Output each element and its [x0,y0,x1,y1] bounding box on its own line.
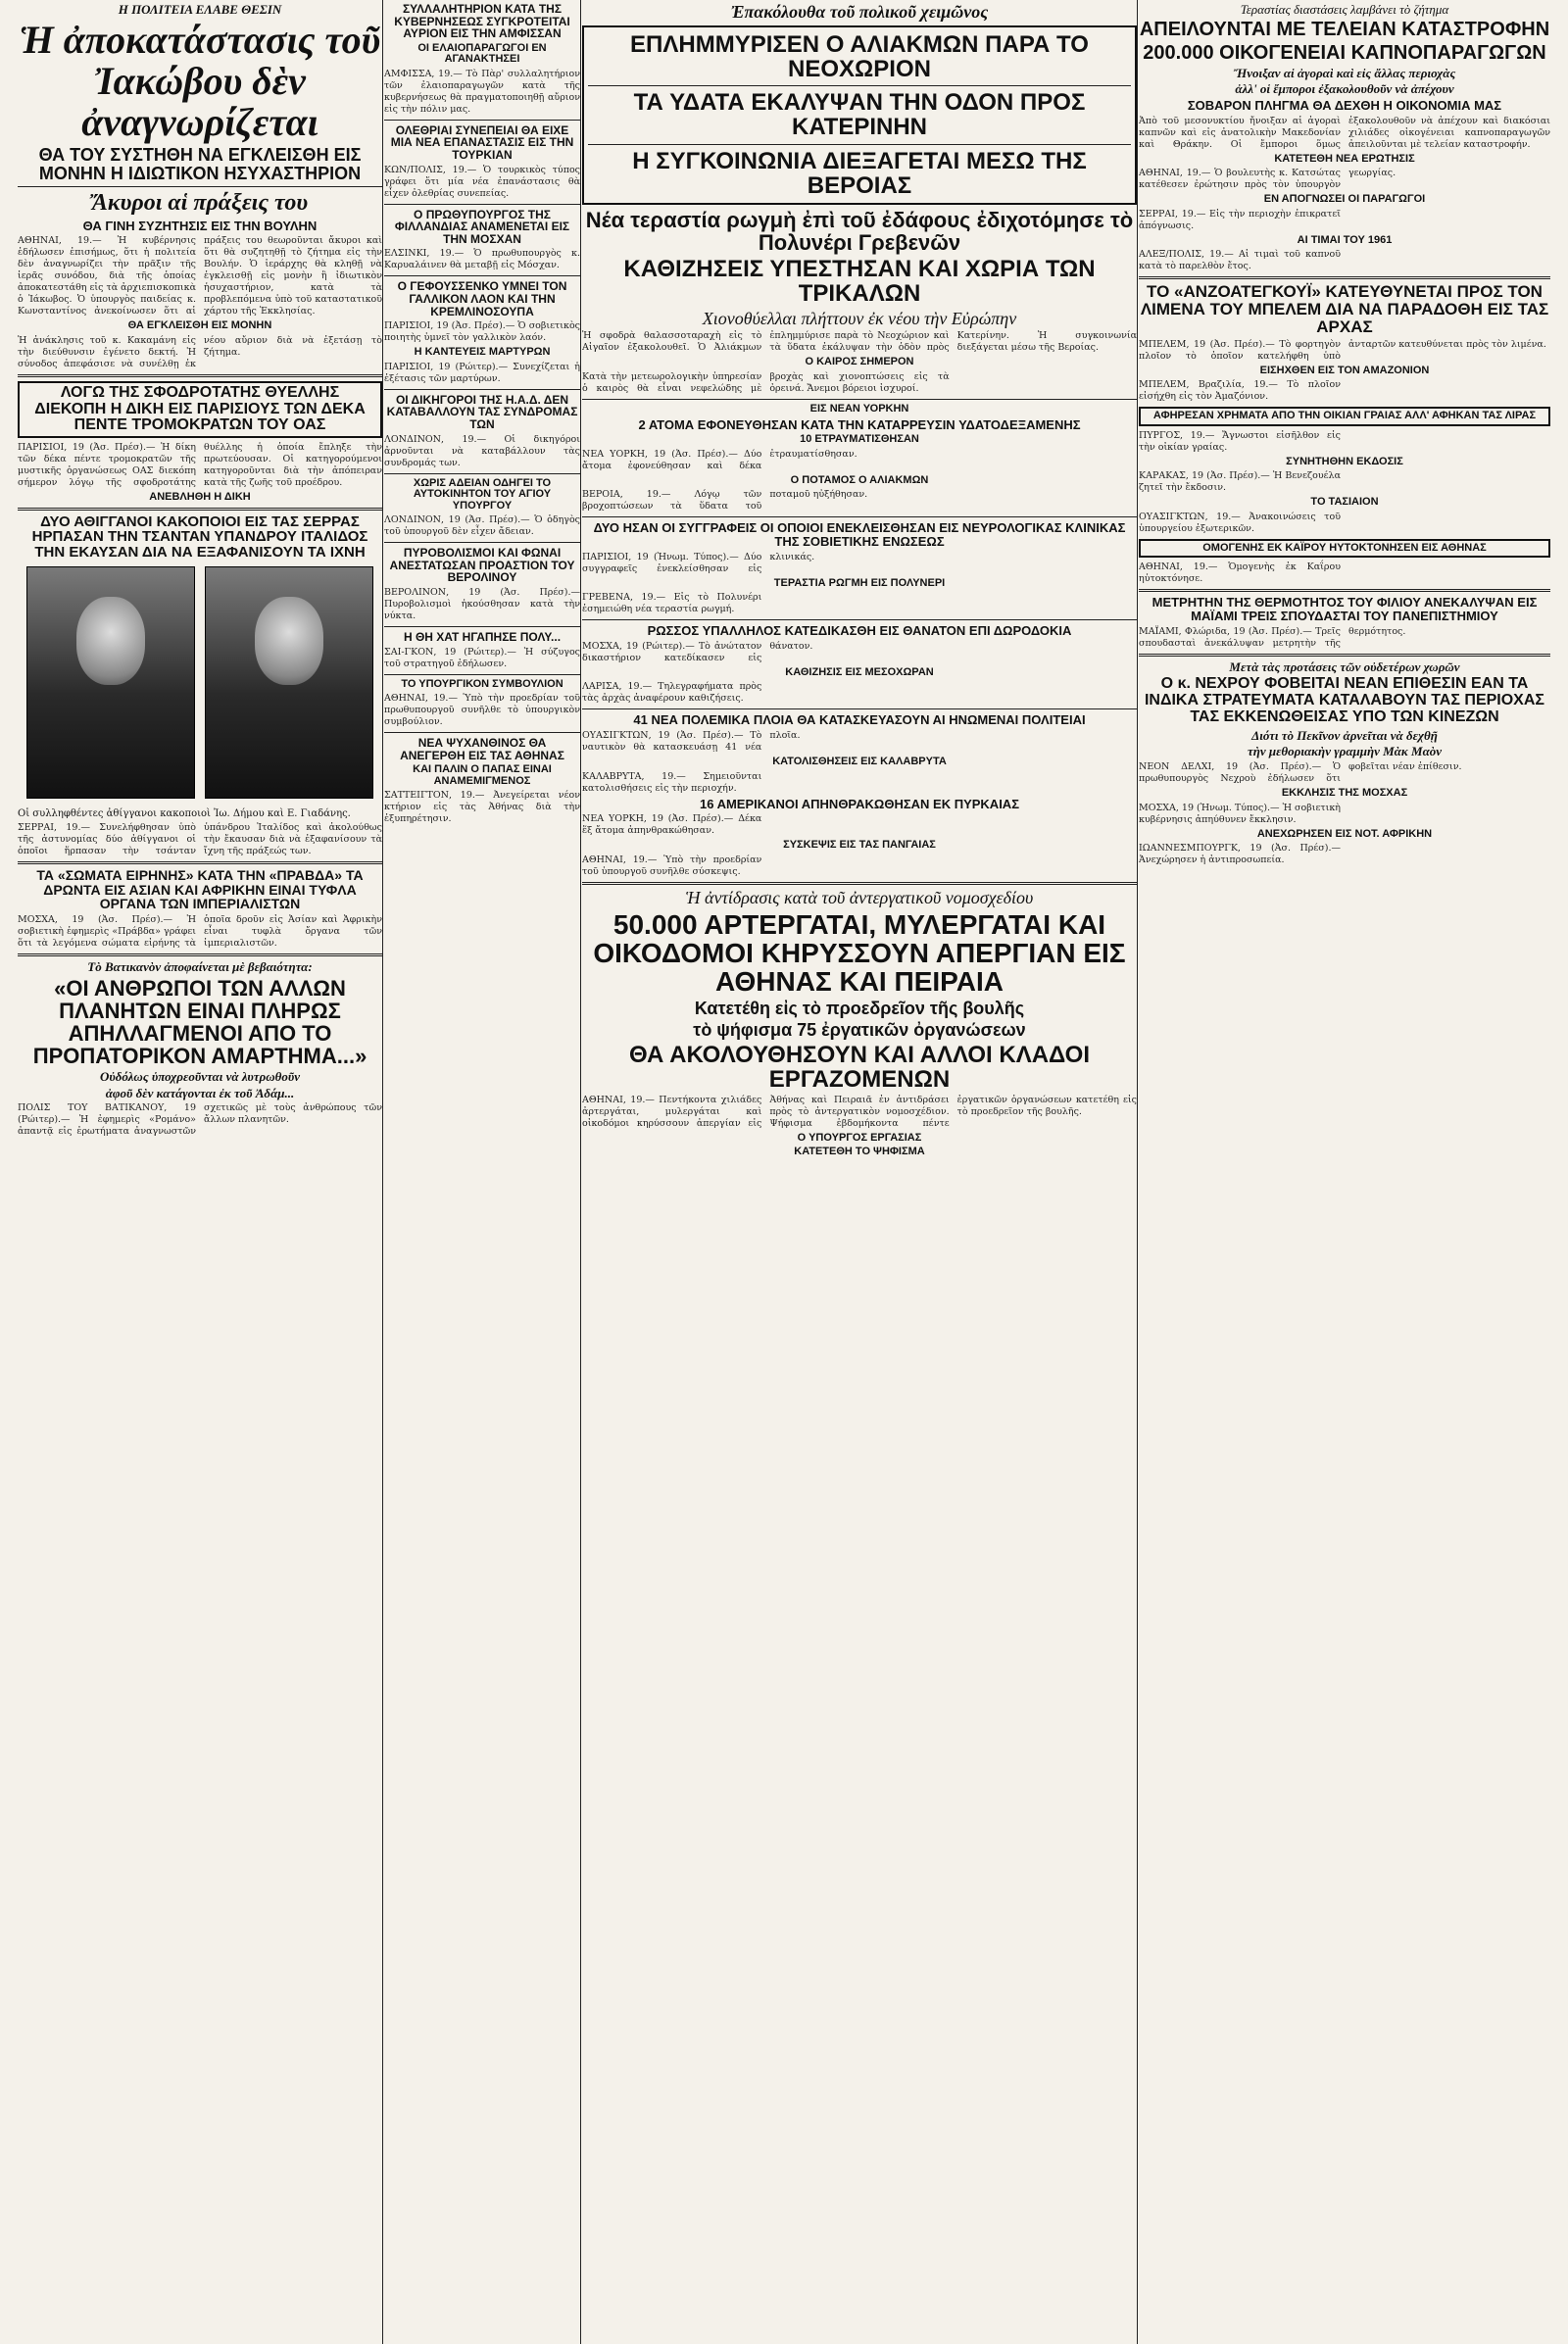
article-text: ΠΑΡΙΣΙΟΙ, 19 (Ἡνωμ. Τύπος).— Δύο συγγραφεῖς ἐνεκλείσθησαν εἰς κλινικάς. [582,551,815,574]
divider [384,389,580,390]
headline-vatican: «ΟΙ ΑΝΘΡΩΠΟΙ ΤΩΝ ΑΛΛΩΝ ΠΛΑΝΗΤΩΝ ΕΙΝΑΙ ΠΛΗΡΩΣ ΑΠΗΛΛΑΓΜΕΝΟΙ ΑΠΟ ΤΟ ΠΡΟΠΑΤΟΡΙΚΟΝ ΑΜΑΡΤΗΜΑ...» [32,975,368,1068]
headline-fire: 16 ΑΜΕΡΙΚΑΝΟΙ ΑΠΗΝΘΡΑΚΩΘΗΣΑΝ ΕΚ ΠΥΡΚΑΙΑΣ [699,796,1019,811]
subheadline: ΘΑ ΓΙΝΗ ΣΥΖΗΤΗΣΙΣ ΕΙΣ ΤΗΝ ΒΟΥΛΗΝ [82,218,318,233]
divider [582,516,1137,517]
headline-yevtushenko: Ο ΓΕΦΟΥΣΣΕΝΚΟ ΥΜΝΕΙ ΤΟΝ ΓΑΛΛΙΚΟΝ ΛΑΟΝ ΚΑΙ ΤΗΝ ΚΡΕΜΛΙΝΟΣΟΥΠΑ [397,279,567,318]
section-head: Ο ΚΑΙΡΟΣ ΣΗΜΕΡΟΝ [805,356,914,368]
article-text: ΝΕΟΝ ΔΕΛΧΙ, 19 (Ἀσ. Πρέσ).— Ὁ πρωθυπουργὸς Νεχροὺ ἐδήλωσεν ὅτι φοβεῖται νέαν ἐπίθεσιν. [1139,761,1462,785]
article-text: ΜΟΣΧΑ, 19 (Ἀσ. Πρέσ).— Ἡ σοβιετικὴ ἐφημερὶς «Πράβδα» γράφει ὅτι τὰ λεγόμενα σώματα εἰρήνης τὰ ὁποῖα δροῦν εἰς Ἀσίαν καὶ Ἀφρικὴν εἶναι τυφλὰ ὄργανα τῶν ἰμπεριαλιστῶν. [18,914,382,950]
article-text: ΛΑΡΙΣΑ, 19.— Τηλεγραφήματα πρὸς τὰς ἀρχὰς ἀναφέρουν καθιζήσεις. [582,681,762,705]
divider [384,542,580,543]
divider [18,861,382,864]
headline-serres: ΔΥΟ ΑΘΙΓΓΑΝΟΙ ΚΑΚΟΠΟΙΟΙ ΕΙΣ ΤΑΣ ΣΕΡΡΑΣ ΗΡΠΑΣΑΝ ΤΗΝ ΤΣΑΝΤΑΝ ΥΠΑΝΔΡΟΥ ΙΤΑΛΙΔΟΣ ΤΗΝ ΕΚΑΥΣΑΝ ΔΙΑ ΝΑ ΕΞΑΦΑΝΙΣΟΥΝ ΤΑ ΙΧΝΗ [31,513,368,562]
subheadline: Οὐδόλως ὑποχρεοῦνται νὰ λυτρωθοῦν [99,1069,301,1085]
section-head: ΕΚΚΛΗΣΙΣ ΤΗΣ ΜΟΣΧΑΣ [1281,787,1408,800]
headline-strike: 50.000 ΑΡΤΕΡΓΑΤΑΙ, ΜΥΛΕΡΓΑΤΑΙ ΚΑΙ ΟΙΚΟΔΟΜΟΙ ΚΗΡΥΣΣΟΥΝ ΑΠΕΡΓΙΑΝ ΕΙΣ ΑΘΗΝΑΣ ΚΑΙ ΠΕΙΡΑΙΑ [593,908,1126,998]
headline-oas-trial: ΛΟΓΩ ΤΗΣ ΣΦΟΔΡΟΤΑΤΗΣ ΘΥΕΛΛΗΣ ΔΙΕΚΟΠΗ Η ΔΙΚΗ ΕΙΣ ΠΑΡΙΣΙΟΥΣ ΤΩΝ ΔΕΚΑ ΠΕΝΤΕ ΤΡΟΜΟΚΡΑΤΩΝ ΤΟΥ ΟΑΣ [18,381,382,438]
headline-pravda: ΤΑ «ΣΩΜΑΤΑ ΕΙΡΗΝΗΣ» ΚΑΤΑ ΤΗΝ «ΠΡΑΒΔΑ» ΤΑ ΔΡΩΝΤΑ ΕΙΣ ΑΣΙΑΝ ΚΑΙ ΑΦΡΙΚΗΝ ΕΙΝΑΙ ΤΥΦΛΑ ΟΡΓΑΝΑ ΤΩΝ ΙΜΠΕΡΙΑΛΙΣΤΩΝ [36,866,364,912]
article-text: ΠΥΡΓΟΣ, 19.— Ἄγνωστοι εἰσῆλθον εἰς τὴν οἰκίαν γραίας. [1139,429,1341,453]
headline-suicide: ΟΜΟΓΕΝΗΣ ΕΚ ΚΑΪΡΟΥ ΗΥΤΟΚΤΟΝΗΣΕΝ ΕΙΣ ΑΘΗΝΑΣ [1139,539,1550,559]
divider [18,374,382,377]
article-text: ΠΟΛΙΣ ΤΟΥ ΒΑΤΙΚΑΝΟΥ, 19 (Ρώιτερ).— Ἡ ἐφημερὶς «Ρομάνο» ἀπαντᾷ εἰς ἐρωτήματα ἀναγνωστῶν σχετικῶς μὲ τοὺς ἀνθρώπους τῶν ἄλλων πλανητῶν. [18,1102,382,1138]
divider [384,120,580,121]
section-head: Η ΚΑΝΤΕΥΕΙΣ ΜΑΡΤΥΡΩΝ [414,346,551,359]
flood-headline-box [582,25,1137,205]
article-text: ΟΥΑΣΙΓΚΤΩΝ, 19.— Ἀνακοινώσεις τοῦ ὑπουργείου ἐξωτερικῶν. [1139,511,1341,534]
section-head: ΑΝΕΧΩΡΗΣΕΝ ΕΙΣ ΝΟΤ. ΑΦΡΙΚΗΝ [1256,827,1433,840]
subheadline: Χιονοθύελλαι πλήττουν ἐκ νέου τὴν Εὐρώπην [702,308,1017,328]
article-text: ΠΑΡΙΣΙΟΙ, 19 (Ρώιτερ).— Συνεχίζεται ἡ ἐξέτασις τῶν μαρτύρων. [384,361,580,384]
column-4 [1139,0,1550,2344]
divider [1139,276,1550,279]
article-text: ΙΩΑΝΝΕΣΜΠΟΥΡΓΚ, 19 (Ἀσ. Πρέσ).— Ἀνεχώρησεν ἡ ἀντιπροσωπεία. [1139,843,1341,866]
column-2 [384,0,580,2344]
article-text: ΝΕΑ ΥΟΡΚΗ, 19 (Ἀσ. Πρέσ).— Δύο ἄτομα ἐφονεύθησαν καὶ δέκα ἐτραυματίσθησαν. [582,448,858,471]
subheadline: ἀλλ' οἱ ἔμποροι ἐξακολουθοῦν νὰ ἀπέχουν [1235,81,1454,97]
photo-suspect-1 [26,566,195,799]
headline-amfissa: ΣΥΛΛΑΛΗΤΗΡΙΟΝ ΚΑΤΑ ΤΗΣ ΚΥΒΕΡΝΗΣΕΩΣ ΣΥΓΚΡΟΤΕΙΤΑΙ ΑΥΡΙΟΝ ΕΙΣ ΤΗΝ ΑΜΦΙΣΣΑΝ [394,2,570,41]
article-text: ΒΕΡΟΛΙΝΟΝ, 19 (Ἀσ. Πρέσ).— Πυροβολισμοὶ ἠκούσθησαν κατὰ τὴν νύκτα. [384,586,580,621]
photo-suspect-2 [205,566,373,799]
divider [588,85,1131,86]
headline-veroia: Η ΣΥΓΚΟΙΝΩΝΙΑ ΔΙΕΞΑΓΕΤΑΙ ΜΕΣΩ ΤΗΣ ΒΕΡΟΙΑΣ [632,147,1087,199]
headline-aliakmon: ΕΠΛΗΜΜΥΡΙΣΕΝ Ο ΑΛΙΑΚΜΩΝ ΠΑΡΑ ΤΟ ΝΕΟΧΩΡΙΟΝ [630,30,1089,83]
divider [384,732,580,733]
article-text: ΣΕΡΡΑΙ, 19.— Εἰς τὴν περιοχὴν ἐπικρατεῖ ἀπόγνωσις. [1139,208,1341,231]
divider [582,399,1137,400]
article-text: ΑΛΕΞ/ΠΟΛΙΣ, 19.— Αἱ τιμαὶ τοῦ καπνοῦ κατὰ τὸ παρελθὸν ἔτος. [1139,249,1341,272]
section-head: ΤΟ ΤΑΣΙΑΙΟΝ [1310,496,1379,509]
headline-lawyers: ΟΙ ΔΙΚΗΓΟΡΟΙ ΤΗΣ Η.Α.Δ. ΔΕΝ ΚΑΤΑΒΑΛΛΟΥΝ ΤΑΣ ΣΥΝΔΡΟΜΑΣ ΤΩΝ [386,392,578,431]
headline-robbery: ΑΦΗΡΕΣΑΝ ΧΡΗΜΑΤΑ ΑΠΟ ΤΗΝ ΟΙΚΙΑΝ ΓΡΑΙΑΣ ΑΛΛ' ΑΦΗΚΑΝ ΤΑΣ ΛΙΡΑΣ [1139,407,1550,426]
subheadline: Διότι τὸ Πεκῖνον ἀρνεῖται νὰ δεχθῇ [1251,727,1438,743]
article-text: ΜΠΕΛΕΜ, Βραζιλία, 19.— Τὸ πλοῖον εἰσήχθη εἰς τὸν Ἀμαζόνιον. [1139,379,1341,403]
divider [18,953,382,956]
section-head: Ο ΥΠΟΥΡΓΟΣ ΕΡΓΑΣΙΑΣ [797,1131,922,1144]
section-head: Ο ΠΟΤΑΜΟΣ Ο ΑΛΙΑΚΜΩΝ [790,473,929,486]
subheadline: τὴν μεθοριακὴν γραμμὴν Μὰκ Μαὸν [1247,744,1443,759]
article-text: ΝΕΑ ΥΟΡΚΗ, 19 (Ἀσ. Πρέσ).— Δέκα ἕξ ἄτομα ἀπηνθρακώθησαν. [582,813,762,837]
headline-families: 200.000 ΟΙΚΟΓΕΝΕΙΑΙ ΚΑΠΝΟΠΑΡΑΓΩΓΩΝ [1143,41,1546,64]
article-text: ΜΑΪΑΜΙ, Φλώριδα, 19 (Ἀσ. Πρέσ).— Τρεῖς σπουδασταὶ ἀνεκάλυψαν μετρητὴν τῆς θερμότητος. [1139,625,1406,649]
subheadline: τὸ ψήφισμα 75 ἐργατικῶν ὀργανώσεων [693,1019,1026,1040]
section-head: ΑΝΕΒΛΗΘΗ Η ΔΙΚΗ [149,491,251,504]
article-text: ΑΘΗΝΑΙ, 19.— Πεντήκοντα χιλιάδες ἀρτεργάται, μυλεργάται καὶ οἰκοδόμοι κηρύσσουν ἀπεργίαν εἰς Ἀθήνας καὶ Πειραιᾶ ἐν ἀντιδράσει πρὸς τὸ ἀντεργατικὸν νομοσχέδιον. Ψήφισμα ἑβδομήκοντα πέντε ἐργατικῶν ὀργανώσεων κατετέθη εἰς τὸ προεδρεῖον τῆς βουλῆς. [582,1094,1137,1129]
article-text: ΚΑΡΑΚΑΣ, 19 (Ἀσ. Πρέσ).— Ἡ Βενεζουέλα ζητεῖ τὴν ἔκδοσιν. [1139,470,1341,494]
kicker: Η ΠΟΛΙΤΕΙΑ ΕΛΑΒΕ ΘΕΣΙΝ [118,2,282,17]
article-text: Κατὰ τὴν μετεωρολογικὴν ὑπηρεσίαν ὁ καιρὸς θὰ εἶναι νεφελώδης μὲ βροχὰς καὶ χιονοπτώσεις εἰς τὰ ὀρεινά. Ἄνεμοι βόρειοι ἰσχυροί. [582,371,950,395]
headline-finland: Ο ΠΡΩΘΥΠΟΥΡΓΟΣ ΤΗΣ ΦΙΛΛΑΝΔΙΑΣ ΑΝΑΜΕΝΕΤΑΙ ΕΙΣ ΤΗΝ ΜΟΣΧΑΝ [394,207,570,246]
article-text: ΠΑΡΙΣΙΟΙ, 19 (Ἀσ. Πρέσ).— Ὁ σοβιετικὸς ποιητὴς ὑμνεῖ τὸν γαλλικὸν λαόν. [384,320,580,344]
headline-ship: ΤΟ «ΑΝΖΟΑΤΕΓΚΟΥΪ» ΚΑΤΕΥΘΥΝΕΤΑΙ ΠΡΟΣ ΤΟΝ ΛΙΜΕΝΑ ΤΟΥ ΜΠΕΛΕΜ ΔΙΑ ΝΑ ΠΑΡΑΔΟΘΗ ΕΙΣ ΤΑΣ ΑΡΧΑΣ [1140,282,1549,336]
article-text: Ἡ σφοδρὰ θαλασσοταραχὴ εἰς τὸ Αἰγαῖον ἐξακολουθεῖ. Ὁ Ἀλιάκμων ἐπλημμύρισε παρὰ τὸ Νεοχώριον καὶ τὰ ὕδατα ἐκάλυψαν τὴν ὁδὸν πρὸς Κατερίνην. Ἡ συγκοινωνία διεξάγεται μέσω τῆς Βεροίας. [582,330,1137,354]
subheadline: ΚΑΙ ΠΑΛΙΝ Ο ΠΑΠΑΣ ΕΙΝΑΙ ΑΝΑΜΕΜΙΓΜΕΝΟΣ [413,763,552,787]
column-rule [580,0,581,2344]
article-text: Ἡ ἀνάκλησις τοῦ κ. Κακαμάνη εἰς τὴν διεύθυνσιν ἐγένετο δεκτή. Ἡ σύνοδος ἀπεφάσισε νὰ συνέλθῃ ἐκ νέου αὔριον διὰ νὰ ἐξετάσῃ τὸ ζήτημα. [18,334,382,369]
kicker: Τὸ Βατικανὸν ἀποφαίνεται μὲ βεβαιότητα: [87,959,313,975]
photo-row [18,564,382,805]
article-text: ΑΘΗΝΑΙ, 19.— Ὑπὸ τὴν προεδρίαν τοῦ πρωθυπουργοῦ συνῆλθε τὸ ὑπουργικὸν συμβούλιον. [384,693,580,728]
headline-nehru: Ο κ. ΝΕΧΡΟΥ ΦΟΒΕΙΤΑΙ ΝΕΑΝ ΕΠΙΘΕΣΙΝ ΕΑΝ ΤΑ ΙΝΔΙΚΑ ΣΤΡΑΤΕΥΜΑΤΑ ΚΑΤΑΛΑΒΟΥΝ ΤΑΣ ΠΕΡΙΟΧΑΣ ΤΑΣ ΕΚΚΕΝΩΘΕΙΣΑΣ ΥΠΟ ΤΩΝ ΚΙΝΕΖΩΝ [1144,675,1545,725]
article-text: ΜΠΕΛΕΜ, 19 (Ἀσ. Πρέσ).— Τὸ φορτηγὸν πλοῖον τὸ ὁποῖον κατελήφθη ὑπὸ ἀνταρτῶν κατευθύνεται πρὸς τὸν λιμένα. [1139,338,1546,362]
divider [384,674,580,675]
section-head: ΚΑΤΕΤΕΘΗ ΝΕΑ ΕΡΩΤΗΣΙΣ [1274,152,1415,165]
article-text: ΣΑΙ-ΓΚΟΝ, 19 (Ρώιτερ).— Ἡ σύζυγος τοῦ στρατηγοῦ ἐδήλωσεν. [384,646,580,669]
kicker: Ἐπακόλουθα τοῦ πολικοῦ χειμῶνος [730,2,989,22]
divider [582,619,1137,620]
article-text: ΓΡΕΒΕΝΑ, 19.— Εἰς τὸ Πολυνέρι ἐσημειώθη νέα τεραστία ρωγμή. [582,592,762,615]
divider [384,626,580,627]
kicker: Μετὰ τὰς προτάσεις τῶν οὐδετέρων χωρῶν [1229,659,1460,674]
article-text: ΣΑΤΤΕΙΓΤΟΝ, 19.— Ἀνεγείρεται νέον κτήριον εἰς τὰς Ἀθήνας διὰ τὴν ἐξυπηρέτησιν. [384,790,580,825]
kicker: Τεραστίας διαστάσεις λαμβάνει τὸ ζήτημα [1240,2,1449,17]
section-head: ΑΙ ΤΙΜΑΙ ΤΟΥ 1961 [1297,233,1393,246]
divider [588,144,1131,145]
subheadline: Κατετέθη εἰς τὸ προεδρεῖον τῆς βουλῆς [694,998,1025,1018]
divider [18,186,382,187]
article-text: ΠΑΡΙΣΙΟΙ, 19 (Ἀσ. Πρέσ).— Ἡ δίκη τῶν δέκα πέντε τρομοκρατῶν τῆς μυστικῆς ὀργανώσεως ΟΑΣ διεκόπη σήμερον λόγῳ τῆς σφοδροτάτης θυέλλης ἡ ὁποία ἔπληξε τὴν πρωτεύουσαν. Οἱ κατηγορούμενοι κατηγοροῦνται διὰ τὴν ἀπόπειραν κατὰ τῆς ζωῆς τοῦ προέδρου. [18,442,382,489]
subheadline: Ἤνοιξαν αἱ ἀγοραὶ καὶ εἰς ἄλλας περιοχὰς [1233,65,1456,80]
headline-crack: Νέα τεραστία ρωγμὴ ἐπὶ τοῦ ἐδάφους ἐδιχοτόμησε τὸ Πολυνέρι Γρεβενῶν [585,208,1134,256]
section-head: ΕΙΣ ΝΕΑΝ ΥΟΡΚΗΝ [809,403,909,415]
article-text: ΑΘΗΝΑΙ, 19.— Ὁ βουλευτὴς κ. Κατσώτας κατέθεσεν ἐρώτησιν πρὸς τὸν ὑπουργὸν γεωργίας. [1139,168,1396,191]
headline-cabinet: ΤΟ ΥΠΟΥΡΓΙΚΟΝ ΣΥΜΒΟΥΛΙΟΝ [401,677,564,690]
section-head: ΘΑ ΕΓΚΛΕΙΣΘΗ ΕΙΣ ΜΟΝΗΝ [127,319,272,332]
article-text: ΑΜΦΙΣΣΑ, 19.— Τὸ Πὰρ' συλλαλητήριον τῶν ἐλαιοπαραγωγῶν κατὰ τῆς κυβερνήσεως θὰ πραγματοποιηθῇ αὔριον εἰς τὴν πόλιν μας. [384,68,580,115]
article-text: ΛΟΝΔΙΝΟΝ, 19 (Ἀσ. Πρέσ).— Ὁ ὁδηγὸς τοῦ ὑπουργοῦ δὲν εἶχεν ἄδειαν. [384,514,580,538]
column-1 [18,0,382,2344]
article-text: ΒΕΡΟΙΑ, 19.— Λόγῳ τῶν βροχοπτώσεων τὰ ὕδατα τοῦ ποταμοῦ ηὐξήθησαν. [582,489,868,513]
article-text: ΟΥΑΣΙΓΚΤΩΝ, 19 (Ἀσ. Πρέσ).— Τὸ ναυτικὸν θὰ κατασκευάσῃ 41 νέα πλοῖα. [582,729,801,753]
article-text: ΕΛΣΙΝΚΙ, 19.— Ὁ πρωθυπουργὸς κ. Καρυαλάινεν θὰ μεταβῇ εἰς Μόσχαν. [384,248,580,271]
face-shape [76,597,145,685]
section-head: ΚΑΘΙΖΗΣΙΣ ΕΙΣ ΜΕΣΟΧΩΡΑΝ [785,665,934,678]
section-head: ΤΕΡΑΣΤΙΑ ΡΩΓΜΗ ΕΙΣ ΠΟΛΥΝΕΡΙ [773,576,946,589]
article-text: ΚΩΝ/ΠΟΛΙΣ, 19.— Ὁ τουρκικὸς τύπος γράφει ὅτι μία νέα ἐπανάστασις θὰ εἶχεν ὀλεθρίας συνεπείας. [384,164,580,199]
kicker: Ἡ ἀντίδρασις κατὰ τοῦ ἀντεργατικοῦ νομοσχεδίου [685,887,1034,907]
article-text: ΑΘΗΝΑΙ, 19.— Ἡ κυβέρνησις ἐδήλωσεν ἐπισήμως, ὅτι ἡ πολιτεία δὲν ἀναγνωρίζει τὴν πρᾶξιν τῆς ἱερᾶς συνόδου, διὰ τῆς ὁποίας ἀποκατεστάθη εἰς τὰ ἀρχιεπισκοπικὰ ὁ Ἰάκωβος. Ὁ ὑπουργὸς παιδείας κ. Κωνσταντίνος ἀνεκοίνωσεν ὅτι αἱ πράξεις του θεωροῦνται ἄκυροι καὶ ὅτι θὰ συζητηθῇ τὸ ζήτημα εἰς τὴν Βουλήν. Ὁ ἱεράρχης θὰ κληθῇ νὰ ἐγκλεισθῇ εἰς μονὴν ἢ ἰδιωτικὸν ἡσυχαστήριον, κατὰ τὰ προβλεπόμενα ὑπὸ τοῦ καταστατικοῦ χάρτου τῆς Ἐκκλησίας. [18,235,382,317]
article-text: ΑΘΗΝΑΙ, 19.— Ὁμογενὴς ἐκ Καΐρου ηὐτοκτόνησε. [1139,562,1341,585]
section-head: ΣΥΝΗΤΗΘΗΝ ΕΚΔΟΣΙΣ [1286,455,1403,467]
section-head: ΚΑΤΟΛΙΣΘΗΣΕΙΣ ΕΙΣ ΚΑΛΑΒΡΥΤΑ [772,755,947,767]
headline-writers: ΔΥΟ ΗΣΑΝ ΟΙ ΣΥΓΓΡΑΦΕΙΣ ΟΙ ΟΠΟΙΟΙ ΕΝΕΚΛΕΙΣΘΗΣΑΝ ΕΙΣ ΝΕΥΡΟΛΟΓΙΚΑΣ ΚΛΙΝΙΚΑΣ ΤΗΣ ΣΟΒΙΕΤΙΚΗΣ ΕΝΩΣΕΩΣ [593,520,1126,549]
headline-berlin: ΠΥΡΟΒΟΛΙΣΜΟΙ ΚΑΙ ΦΩΝΑΙ ΑΝΕΣΤΑΤΩΣΑΝ ΠΡΟΑΣΤΙΟΝ ΤΟΥ ΒΕΡΟΛΙΝΟΥ [389,546,575,585]
headline-turkey: ΟΛΕΘΡΙΑΙ ΣΥΝΕΠΕΙΑΙ ΘΑ ΕΙΧΕ ΜΙΑ ΝΕΑ ΕΠΑΝΑΣΤΑΣΙΣ ΕΙΣ ΤΗΝ ΤΟΥΡΚΙΑΝ [390,122,574,163]
subheadline: ΣΟΒΑΡΟΝ ΠΛΗΓΜΑ ΘΑ ΔΕΧΘΗ Η ΟΙΚΟΝΟΜΙΑ ΜΑΣ [1187,97,1502,113]
headline-katerini: ΤΑ ΥΔΑΤΑ ΕΚΑΛΥΨΑΝ ΤΗΝ ΟΔΟΝ ΠΡΟΣ ΚΑΤΕΡΙΝΗΝ [633,89,1086,141]
subheadline: ΟΙ ΕΛΑΙΟΠΑΡΑΓΩΓΟΙ ΕΝ ΑΓΑΝΑΚΤΗΣΕΙ [417,41,547,66]
article-text: ΚΑΛΑΒΡΥΤΑ, 19.— Σημειοῦνται κατολισθήσεις εἰς τὴν περιοχήν. [582,770,762,794]
headline-warships: 41 ΝΕΑ ΠΟΛΕΜΙΚΑ ΠΛΟΙΑ ΘΑ ΚΑΤΑΣΚΕΥΑΣΟΥΝ ΑΙ ΗΝΩΜΕΝΑΙ ΠΟΛΙΤΕΙΑΙ [633,712,1086,728]
headline-tobacco: ΑΠΕΙΛΟΥΝΤΑΙ ΜΕ ΤΕΛΕΙΑΝ ΚΑΤΑΣΤΡΟΦΗΝ [1139,18,1550,40]
article-text: ΛΟΝΔΙΝΟΝ, 19.— Οἱ δικηγόροι ἀρνοῦνται νὰ καταβάλλουν τὰς συνδρομάς των. [384,433,580,468]
article-text: ΜΟΣΧΑ, 19 (Ἡνωμ. Τύπος).— Ἡ σοβιετικὴ κυβέρνησις ἀπηύθυνεν ἔκκλησιν. [1139,802,1341,825]
section-head: ΣΥΣΚΕΨΙΣ ΕΙΣ ΤΑΣ ΠΑΝΓΑΙΑΣ [783,839,936,852]
divider [1139,654,1550,657]
section-head: ΚΑΤΕΤΕΘΗ ΤΟ ΨΗΦΙΣΜΑ [794,1146,925,1158]
headline-new-building: ΝΕΑ ΨΥΧΑΝΘΙΝΟΣ ΘΑ ΑΝΕΓΕΡΘΗ ΕΙΣ ΤΑΣ ΑΘΗΝΑΣ [400,736,564,762]
section-head: ΕΙΣΗΧΘΕΝ ΕΙΣ ΤΟΝ ΑΜΑΖΟΝΙΟΝ [1259,364,1430,376]
column-3 [582,0,1137,2344]
headline-saigon: Η ΘΗ ΧΑΤ ΗΓΑΠΗΣΕ ΠΟΛΥ... [403,629,562,644]
headline-russian-official: ΡΩΣΣΟΣ ΥΠΑΛΛΗΛΟΣ ΚΑΤΕΔΙΚΑΣΘΗ ΕΙΣ ΘΑΝΑΤΟΝ ΕΠΙ ΔΩΡΟΔΟΚΙΑ [647,623,1072,639]
article-text: ΜΟΣΧΑ, 19 (Ρώιτερ).— Τὸ ἀνώτατον δικαστήριον κατεδίκασεν εἰς θάνατον. [582,640,813,663]
column-rule [1137,0,1138,2344]
subheadline: ἀφοῦ δὲν κατάγονται ἐκ τοῦ Ἀδάμ... [105,1085,295,1100]
headline-miami: ΜΕΤΡΗΤΗΝ ΤΗΣ ΘΕΡΜΟΤΗΤΟΣ ΤΟΥ ΦΙΛΙΟΥ ΑΝΕΚΑΛΥΨΑΝ ΕΙΣ ΜΑΪΑΜΙ ΤΡΕΙΣ ΣΠΟΥΔΑΣΤΑΙ ΤΟΥ ΠΑΝΕΠΙΣΤΗΜΙΟΥ [1152,595,1538,624]
divider [384,204,580,205]
divider [384,473,580,474]
headline-new-york: 2 ΑΤΟΜΑ ΕΦΟΝΕΥΘΗΣΑΝ ΚΑΤΑ ΤΗΝ ΚΑΤΑΡΡΕΥΣΙΝ ΥΔΑΤΟΔΕΞΑΜΕΝΗΣ [638,416,1081,432]
headline-akyroi: Ἄκυροι αἱ πράξεις του [91,190,309,217]
divider [582,882,1137,885]
divider [582,708,1137,709]
headline-driver: ΧΩΡΙΣ ΑΔΕΙΑΝ ΟΔΗΓΕΙ ΤΟ ΑΥΤΟΚΙΝΗΤΟΝ ΤΟΥ ΑΓΙΟΥ ΥΠΟΥΡΓΟΥ [413,476,552,512]
divider [1139,589,1550,592]
headline-trikala: ΚΑΘΙΖΗΣΕΙΣ ΥΠΕΣΤΗΣΑΝ ΚΑΙ ΧΩΡΙΑ ΤΩΝ ΤΡΙΚΑΛΩΝ [623,256,1096,308]
article-text: ΑΘΗΝΑΙ, 19.— Ὑπὸ τὴν προεδρίαν τοῦ ὑπουργοῦ συνῆλθε σύσκεψις. [582,854,762,877]
divider [18,508,382,511]
article-text: Ἀπὸ τοῦ μεσονυκτίου ἤνοιξαν αἱ ἀγοραὶ καπνῶν καὶ εἰς ἀνατολικὴν Μακεδονίαν καὶ Θράκην. Οἱ ἔμποροι ὅμως ἐξακολουθοῦν νὰ ἀπέχουν καὶ διακόσιαι χιλιάδες οἰκογένειαι καπνοπαραγωγῶν ἀπειλοῦνται μὲ τελείαν καταστροφήν. [1139,115,1550,150]
headline-other-sectors: ΘΑ ΑΚΟΛΟΥΘΗΣΟΥΝ ΚΑΙ ΑΛΛΟΙ ΚΛΑΔΟΙ ΕΡΓΑΖΟΜΕΝΩΝ [628,1041,1090,1093]
section-head: ΕΝ ΑΠΟΓΝΩΣΕΙ ΟΙ ΠΑΡΑΓΩΓΟΙ [1263,193,1426,206]
subheadline: 10 ΕΤΡΑΥΜΑΤΙΣΘΗΣΑΝ [800,433,919,446]
column-rule [382,0,383,2344]
face-shape [255,597,323,685]
divider [384,275,580,276]
subheadline: ΘΑ ΤΟΥ ΣΥΣΤΗΘΗ ΝΑ ΕΓΚΛΕΙΣΘΗ ΕΙΣ ΜΟΝΗΝ Η ΙΔΙΩΤΙΚΟΝ ΗΣΥΧΑΣΤΗΡΙΟΝ [38,144,362,183]
photo-caption: Οἱ συλληφθέντες ἀθίγγανοι κακοποιοὶ Ἰω. Δήμου καὶ Ε. Γιαδάνης. [18,807,351,819]
article-text: ΣΕΡΡΑΙ, 19.— Συνελήφθησαν ὑπὸ τῆς ἀστυνομίας δύο ἀθίγγανοι οἱ ὁποῖοι ἥρπασαν τὴν τσάνταν ὑπάνδρου Ἰταλίδος καὶ ἀκολούθως τὴν ἔκαυσαν διὰ νὰ ἐξαφανίσουν τὰ ἴχνη τῆς πράξεώς των. [18,821,382,856]
headline-iakovos: Ἡ ἀποκατάστασις τοῦ Ἰακώβου δὲν ἀναγνωρίζεται [19,17,381,144]
